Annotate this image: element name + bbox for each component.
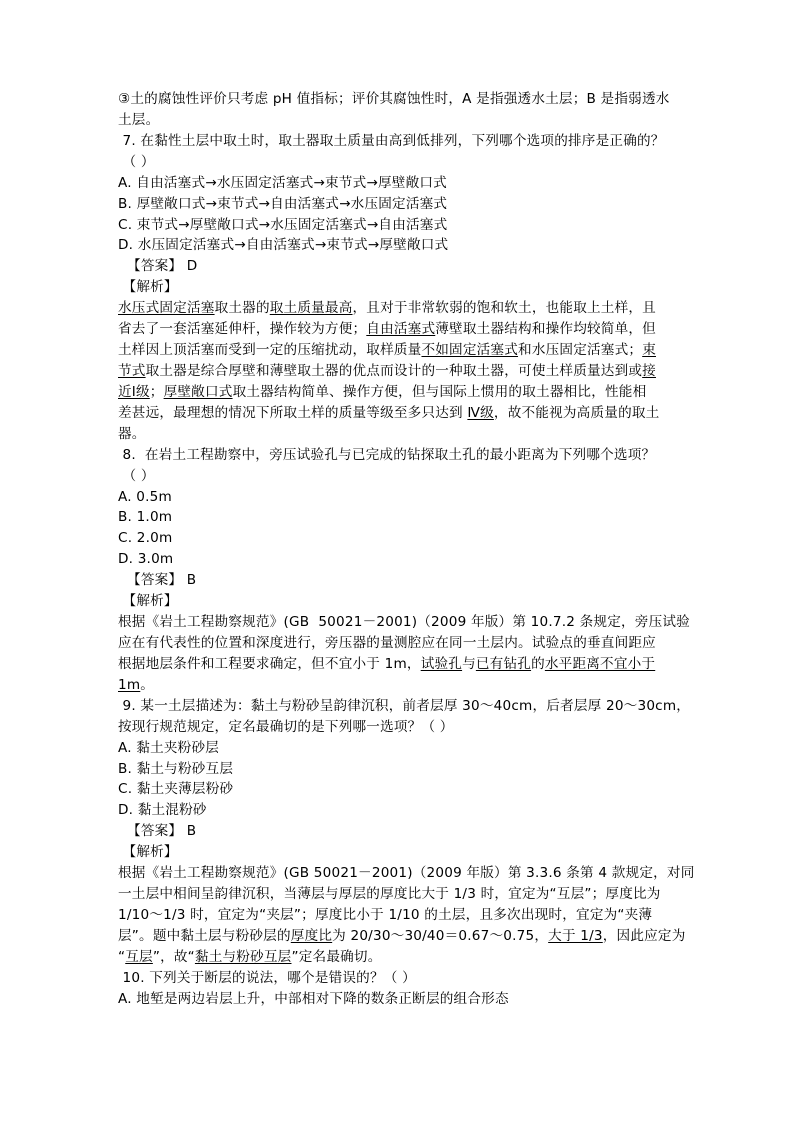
- text-segment: A. 自由活塞式→水压固定活塞式→束节式→厚壁敞口式: [118, 174, 447, 191]
- text-segment: 8. 在岩土工程勘察中，旁压试验孔与已完成的钻探取土孔的最小距离为下列哪个选项？: [118, 446, 656, 463]
- text-line: [118, 779, 693, 800]
- text-segment: B. 1.0m: [118, 509, 173, 526]
- text-line: [118, 194, 693, 215]
- text-segment: 应在有代表性的位置和深度进行，旁压器的量测腔应在同一土层内。试验点的垂直间距应: [118, 634, 656, 651]
- text-segment: 根据《岩土工程勘察规范》(GB 50021－2001)（2009 年版）第 3.3.6 条第 4 款规定，对同: [118, 865, 695, 882]
- text-segment: ”定名最确切。: [291, 948, 382, 965]
- text-segment: 10. 下列关于断层的说法，哪个是错误的？（ ）: [118, 969, 416, 986]
- text-segment: “: [118, 948, 126, 965]
- text-line: [118, 926, 693, 947]
- text-line: [118, 968, 693, 989]
- text-segment: C. 2.0m: [118, 530, 173, 547]
- text-line: [118, 738, 693, 759]
- underlined-text: 试验孔: [420, 655, 463, 672]
- text-segment: 根据地层条件和工程要求确定，但不宜小于 1m，: [118, 655, 421, 672]
- text-segment: ③土的腐蚀性评价只考虑 pH 值指标；评价其腐蚀性时，A 是指强透水土层；B 是指弱透水: [118, 91, 670, 107]
- text-segment: 1/10～1/3 时，宜定为“夹层”；厚度比小于 1/10 的土层，且多次出现时，宜定为“夹薄: [118, 906, 653, 923]
- text-segment: 7. 在黏性土层中取土时，取土器取土质量由高到低排列，下列哪个选项的排序是正确的？: [118, 132, 665, 149]
- text-line: [118, 445, 693, 466]
- text-line: [118, 298, 693, 319]
- text-segment: 与: [462, 655, 476, 672]
- text-segment: ，因此应定为: [602, 927, 686, 944]
- text-segment: B. 黏土与粉砂互层: [118, 760, 234, 777]
- text-segment: ；: [149, 383, 164, 400]
- text-segment: （ ）: [118, 153, 155, 170]
- text-line: [118, 696, 693, 717]
- text-line: [118, 89, 693, 110]
- text-line: [118, 759, 693, 780]
- text-segment: 【解析】: [118, 279, 178, 296]
- underlined-text: 互层: [125, 948, 153, 965]
- text-line: [118, 466, 693, 487]
- text-line: [118, 863, 693, 884]
- underlined-text: 水平距离不宜小于: [544, 655, 656, 672]
- text-line: [118, 717, 693, 738]
- underlined-text: 已有钻孔: [475, 655, 532, 672]
- underlined-text: 厚壁敞口式: [163, 383, 233, 400]
- text-segment: ，故不能视为高质量的取土: [493, 404, 660, 421]
- text-segment: A. 0.5m: [118, 488, 172, 505]
- text-segment: 取土器是综合厚壁和薄壁取土器的优点而设计的一种取土器，可使土样质量达到或: [145, 362, 643, 379]
- underlined-text: 水压式固定活塞: [118, 300, 215, 317]
- underlined-text: 接: [642, 362, 656, 379]
- text-line: [118, 947, 693, 968]
- text-segment: 为 20/30～30/40＝0.67～0.75，: [332, 927, 549, 944]
- text-segment: 的: [531, 655, 545, 672]
- text-segment: 一土层中相间呈韵律沉积，当薄层与厚层的厚度比大于 1/3 时，宜定为“互层”；厚度比为: [118, 886, 661, 903]
- text-segment: 【答案】 D: [118, 258, 198, 275]
- text-line: [118, 800, 693, 821]
- text-line: [118, 131, 693, 152]
- text-line: [118, 821, 693, 842]
- underlined-text: 束: [642, 342, 656, 359]
- text-segment: C. 束节式→厚壁敞口式→水压固定活塞式→自由活塞式: [118, 216, 448, 233]
- underlined-text: 近Ⅰ级: [118, 383, 150, 400]
- text-line: [118, 884, 693, 905]
- text-line: [118, 215, 693, 236]
- text-segment: 差甚远，最理想的情况下所取土样的质量等级至多只达到: [118, 404, 468, 421]
- text-segment: ，且对于非常软弱的饱和软土，也能取上土样，且: [352, 300, 656, 317]
- text-segment: （ ）: [118, 467, 155, 484]
- text-line: [118, 173, 693, 194]
- text-segment: ”，故“: [152, 948, 195, 965]
- text-segment: 【答案】 B: [118, 823, 197, 840]
- text-segment: D. 黏土混粉砂: [118, 802, 207, 819]
- text-segment: A. 黏土夹粉砂层: [118, 739, 220, 756]
- text-line: [118, 319, 693, 340]
- underlined-text: 不如固定活塞式: [421, 342, 519, 359]
- text-line: [118, 633, 693, 654]
- text-segment: D. 水压固定活塞式→自由活塞式→束节式→厚壁敞口式: [118, 237, 449, 254]
- text-segment: C. 黏土夹薄层粉砂: [118, 781, 234, 798]
- text-segment: 9. 某一土层描述为：黏土与粉砂呈韵律沉积，前者层厚 30～40cm，后者层厚 20～30cm，: [118, 697, 691, 714]
- text-segment: 层”。题中黏土层与粉砂层的: [118, 927, 291, 944]
- text-segment: D. 3.0m: [118, 551, 174, 568]
- text-line: [118, 654, 693, 675]
- text-line: [118, 989, 693, 1010]
- text-segment: A. 地堑是两边岩层上升，中部相对下降的数条正断层的组合形态: [118, 990, 509, 1007]
- document-page: [118, 89, 693, 1010]
- text-segment: 省去了一套活塞延伸杆，操作较为方便；: [118, 321, 367, 338]
- text-line: [118, 612, 693, 633]
- underlined-text: Ⅳ级: [467, 404, 494, 421]
- underlined-text: 1m: [118, 676, 141, 693]
- text-line: [118, 277, 693, 298]
- underlined-text: 自由活塞式: [366, 321, 436, 338]
- text-line: [118, 487, 693, 508]
- text-segment: 器。: [118, 425, 146, 442]
- underlined-text: 取土质量最高: [269, 300, 353, 317]
- text-line: [118, 570, 693, 591]
- underlined-text: 大于 1/3: [548, 927, 603, 944]
- text-line: [118, 591, 693, 612]
- text-segment: 土层。: [118, 111, 160, 128]
- text-segment: 取土器结构简单、操作方便，但与国际上惯用的取土器相比，性能相: [232, 383, 647, 400]
- text-line: [118, 256, 693, 277]
- text-line: [118, 361, 693, 382]
- text-segment: 【解析】: [118, 593, 178, 610]
- text-segment: 薄壁取土器结构和操作均较简单，但: [435, 321, 656, 338]
- text-segment: 根据《岩土工程勘察规范》(GB 50021－2001)（2009 年版）第 10.7.2 条规定，旁压试验: [118, 614, 690, 631]
- text-segment: 土样因上顶活塞而受到一定的压缩扰动，取样质量: [118, 342, 422, 359]
- text-segment: 。: [140, 676, 155, 693]
- text-line: [118, 842, 693, 863]
- underlined-text: 厚度比: [290, 927, 333, 944]
- text-line: [118, 424, 693, 445]
- text-line: [118, 110, 693, 131]
- text-line: [118, 507, 693, 528]
- text-line: [118, 675, 693, 696]
- text-line: [118, 549, 693, 570]
- text-line: [118, 528, 693, 549]
- text-segment: 按现行规范规定，定名最确切的是下列哪一选项？（ ）: [118, 718, 454, 735]
- text-segment: 取土器的: [214, 300, 270, 317]
- text-segment: 和水压固定活塞式；: [518, 342, 643, 359]
- text-line: [118, 235, 693, 256]
- text-segment: B. 厚壁敞口式→束节式→自由活塞式→水压固定活塞式: [118, 195, 448, 212]
- text-line: [118, 340, 693, 361]
- text-line: [118, 905, 693, 926]
- text-line: [118, 152, 693, 173]
- underlined-text: 黏土与粉砂互层: [194, 948, 292, 965]
- text-segment: 【答案】 B: [118, 572, 197, 589]
- text-line: [118, 403, 693, 424]
- underlined-text: 节式: [118, 362, 146, 379]
- text-line: [118, 382, 693, 403]
- text-segment: 【解析】: [118, 844, 178, 861]
